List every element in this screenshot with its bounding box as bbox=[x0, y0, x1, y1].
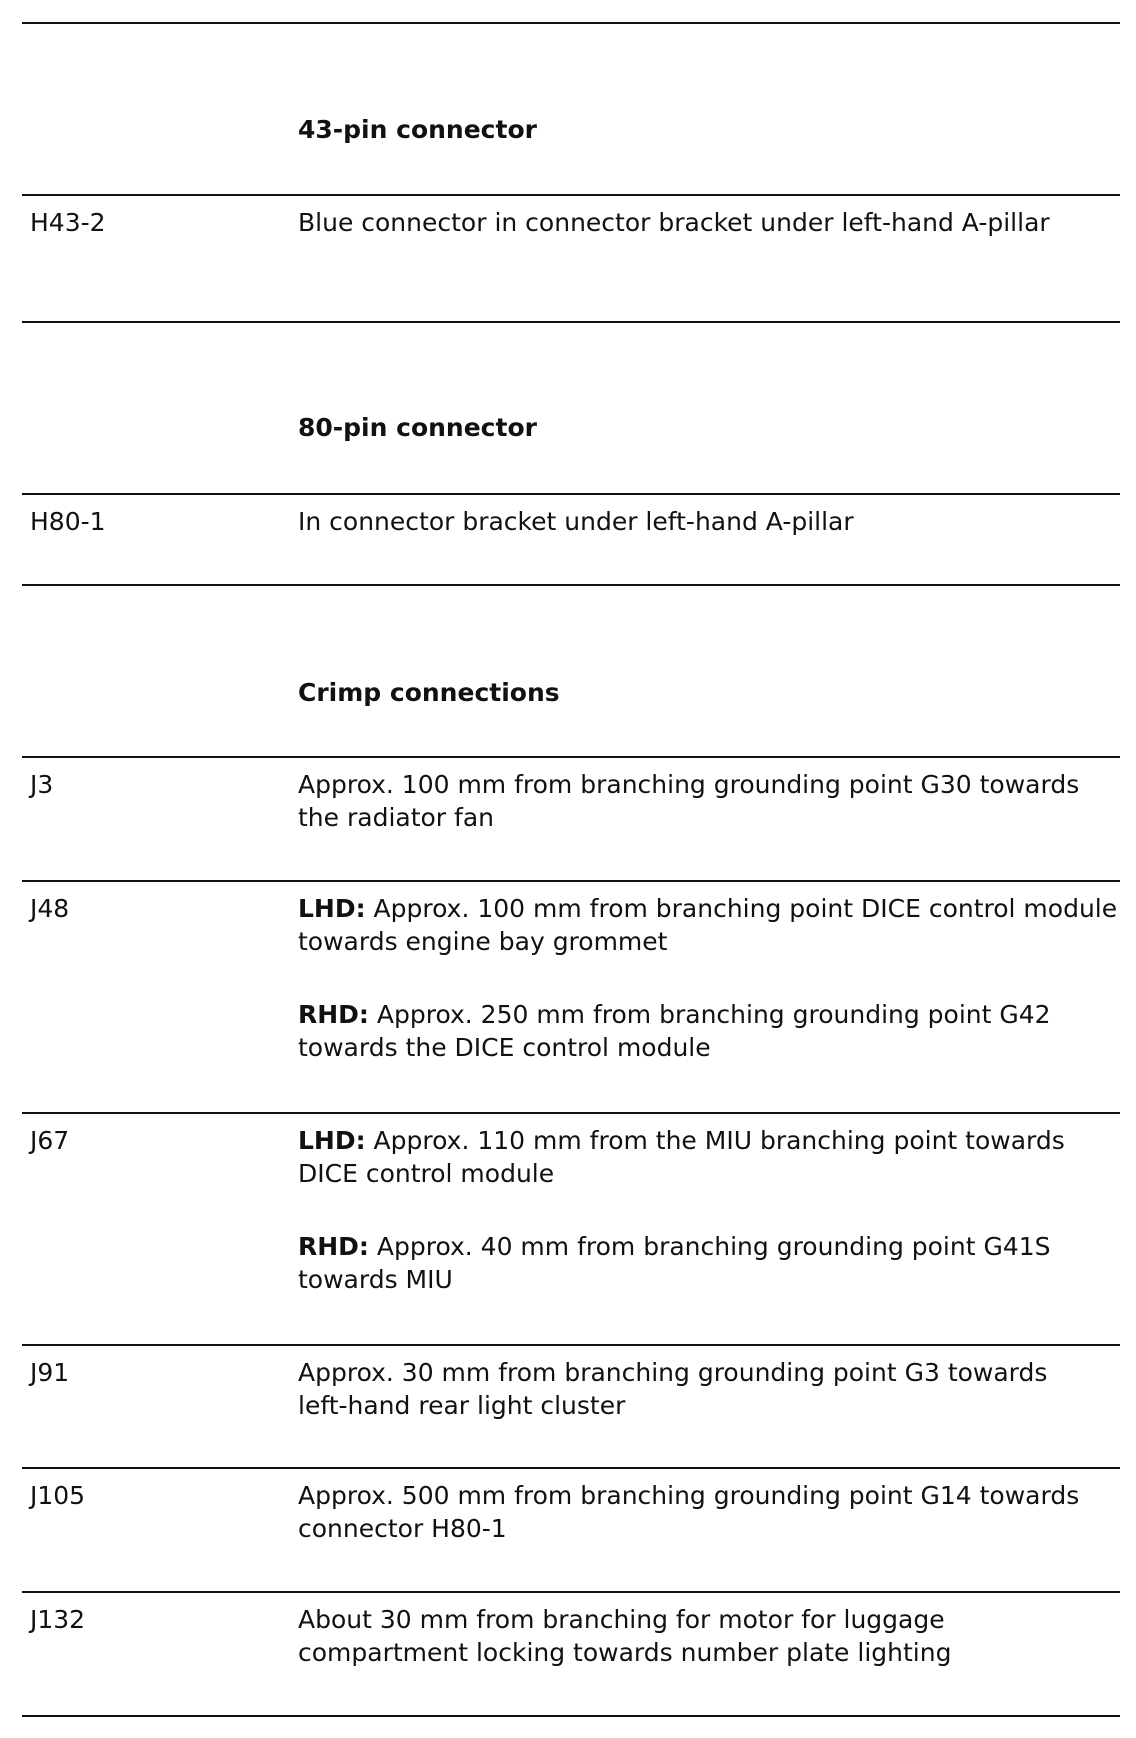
crimp-code-j48: J48 bbox=[30, 894, 70, 923]
divider bbox=[22, 1591, 1120, 1593]
crimp-location-j3: Approx. 100 mm from branching grounding point G30 towards the radiator fan bbox=[298, 770, 1080, 832]
section-heading-80-pin: 80-pin connector bbox=[298, 413, 537, 442]
crimp-location-j67-rhd bbox=[298, 1230, 1098, 1296]
crimp-location-j132: About 30 mm from branching for motor for luggage compartment locking towards number plate lighting bbox=[298, 1605, 952, 1667]
rhd-text: Approx. 40 mm from branching grounding point G41S towards MIU bbox=[298, 1232, 1051, 1294]
crimp-location-j105: Approx. 500 mm from branching grounding point G14 towards connector H80-1 bbox=[298, 1481, 1080, 1543]
crimp-location-j48-lhd bbox=[298, 892, 1118, 958]
connector-location-h43-2: Blue connector in connector bracket under left-hand A-pillar bbox=[298, 208, 1050, 237]
divider bbox=[22, 493, 1120, 495]
crimp-code-j3: J3 bbox=[30, 770, 54, 799]
divider bbox=[22, 1715, 1120, 1717]
connector-code-h80-1: H80-1 bbox=[30, 507, 106, 536]
divider bbox=[22, 756, 1120, 758]
divider bbox=[22, 880, 1120, 882]
crimp-code-j91: J91 bbox=[30, 1358, 70, 1387]
divider bbox=[22, 584, 1120, 586]
divider bbox=[22, 321, 1120, 323]
section-heading-43-pin: 43-pin connector bbox=[298, 115, 537, 144]
divider bbox=[22, 1112, 1120, 1114]
rhd-text: Approx. 250 mm from branching grounding point G42 towards the DICE control module bbox=[298, 1000, 1051, 1062]
divider bbox=[22, 22, 1120, 24]
lhd-text: Approx. 100 mm from branching point DICE control module towards engine bay grommet bbox=[298, 894, 1118, 956]
connector-location-h80-1: In connector bracket under left-hand A-pillar bbox=[298, 507, 854, 536]
divider bbox=[22, 1467, 1120, 1469]
crimp-code-j105: J105 bbox=[30, 1481, 86, 1510]
crimp-code-j132: J132 bbox=[30, 1605, 86, 1634]
rhd-label: RHD: bbox=[298, 1000, 369, 1029]
crimp-location-j67-lhd bbox=[298, 1124, 1088, 1190]
lhd-text: Approx. 110 mm from the MIU branching point towards DICE control module bbox=[298, 1126, 1065, 1188]
lhd-label: LHD: bbox=[298, 894, 366, 923]
lhd-label: LHD: bbox=[298, 1126, 366, 1155]
rhd-label: RHD: bbox=[298, 1232, 369, 1261]
crimp-location-j91: Approx. 30 mm from branching grounding point G3 towards left-hand rear light cluster bbox=[298, 1358, 1048, 1420]
connector-code-h43-2: H43-2 bbox=[30, 208, 106, 237]
divider bbox=[22, 194, 1120, 196]
divider bbox=[22, 1344, 1120, 1346]
section-heading-crimp: Crimp connections bbox=[298, 678, 560, 707]
crimp-location-j48-rhd bbox=[298, 998, 1098, 1064]
crimp-code-j67: J67 bbox=[30, 1126, 70, 1155]
